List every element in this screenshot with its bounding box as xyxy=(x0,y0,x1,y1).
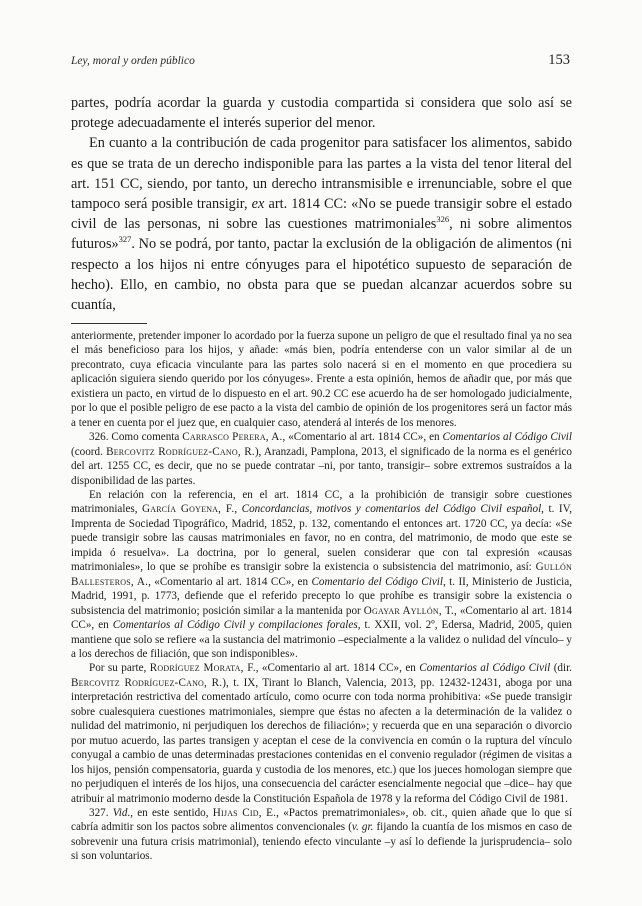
text-run: anteriormente, pretender imponer lo acordado por la fuerza supone un peligro de que el resultado final ya no sea el más beneficioso para los hijos, y añade: «más bien, podría entenderse con un valor similar al de un precontrato, cuya eficacia vinculante para las partes solo nacerá si en el momento en que procediera su aplicación siguiera siendo querido por los cónyuges». Frente a esta opinión, hemos de añadir que, por más que existiera un pacto, en virtud de lo dispuesto en el art. 90.2 CC ese acuerdo ha de ser homologado judicialmente, por lo que el posible peligro de ese pacto a la vista del cambio de opinión de los progenitores será un factor más a tener en cuenta por el juez que, en cualquier caso, atenderá al interés de los menores. xyxy=(71,330,572,429)
footnote-paragraph xyxy=(71,806,572,864)
text-run: Por su parte, xyxy=(89,662,150,675)
footnotes xyxy=(71,329,572,864)
text-run: , ni sobre alimentos futuros» xyxy=(71,216,572,253)
text-run: partes, podría acordar la guarda y custodia compartida si considera que solo así se protege adecuadamente el interés superior del menor. xyxy=(71,95,572,132)
author-name: Bercovitz Rodríguez-Cano, R. xyxy=(71,676,223,689)
text-run: En cuanto a la contribución de cada progenitor para satisfacer los alimentos, sabido es que se trata de un derecho indisponible para las partes a la vista del tenor literal del art. 151 CC, siendo, por tanto, un derecho intransmisible e irrenunciable, sobre el que tampoco será posible transigir, xyxy=(71,135,572,213)
italic-text: Vid xyxy=(112,806,128,819)
footnote-paragraph xyxy=(71,488,572,661)
text-run: (dir. xyxy=(550,662,572,675)
text-run: (coord. xyxy=(71,445,107,458)
author-name: Bercovitz Rodríguez-Cano, R. xyxy=(106,445,255,458)
main-text xyxy=(71,93,572,315)
text-run: , t. II, Ministerio de Justicia, Madrid, 1991, p. 1773, defiende que el referido precepto lo que prohíbe es transigir sobre la existencia o subsistencia del matrimonio; posición similar a la mantenida por xyxy=(71,575,572,617)
page-number: 153 xyxy=(548,52,570,68)
body-paragraph xyxy=(71,133,572,315)
footnote-separator xyxy=(71,323,147,324)
author-name: García Goyena, F. xyxy=(142,503,235,516)
text-run: ), Aranzadi, Pamplona, 2013, el significado de la norma es el genérico del art. 1255 CC, es decir, que no se puede contratar –ni, por tanto, transigir– sobre extremos sustraídos a la disponibilidad de las partes. xyxy=(71,445,572,487)
italic-text: Comentarios al Código Civil y compilaciones forales xyxy=(112,619,358,632)
text-run: , «Comentario al art. 1814 CC», en xyxy=(255,662,420,675)
text-run: ., en este sentido, xyxy=(127,806,213,819)
text-run: 326. Como comenta xyxy=(89,431,183,444)
footnote-paragraph xyxy=(71,661,572,806)
italic-text: Comentarios al Código Civil xyxy=(442,431,572,444)
page-header xyxy=(71,53,570,73)
footnote-paragraph xyxy=(71,430,572,488)
author-name: Hijas Cid, E. xyxy=(212,806,277,819)
text-run: , «Pactos prematrimoniales», ob. cit., quien añade que lo que sí cabría admitir son los pactos sobre alimentos convencionales ( xyxy=(71,806,573,834)
italic-text: v. gr. xyxy=(351,821,374,834)
italic-text: Comentario del Código Civil xyxy=(311,575,443,588)
footnote-paragraph xyxy=(71,329,572,430)
text-run: , «Comentario al art. 1814 CC», en xyxy=(148,575,312,588)
italic-text: ex xyxy=(251,196,265,213)
text-run: , «Comentario al art. 1814 CC», en xyxy=(71,604,572,632)
text-run: , t. XXII, vol. 2º, Edersa, Madrid, 2005, quien mantiene que solo se refiere «a la sustancia del matrimonio –especialmente a la validez o nulidad del vínculo– y a los derechos de filiación, que son indisponibles». xyxy=(71,619,572,660)
text-run: , xyxy=(234,503,242,516)
italic-text: Concordancias, motivos y comentarios del Código Civil español xyxy=(241,503,542,516)
author-name: Carrasco Perera, A. xyxy=(182,431,283,444)
text-run: 327. xyxy=(89,806,113,819)
footnote-reference: 327 xyxy=(118,234,132,245)
author-name: Rodríguez Morata, F. xyxy=(149,662,256,675)
text-run: art. 1814 CC: «No se puede transigir sobre el estado civil de las personas, ni sobre las cuestiones matrimoniales xyxy=(71,196,572,233)
text-run: . No se podrá, por tanto, pactar la exclusión de la obligación de alimentos (ni respecto a los hijos ni entre cónyuges para el hipotético supuesto de separación de hecho). Ello, en cambio, no obsta para que se puedan alcanzar acuerdos sobre su cuantía, xyxy=(71,236,572,314)
text-run: En relación con la referencia, en el art. 1814 CC, a la prohibición de transigir sobre cuestiones matrimoniales, xyxy=(71,488,572,516)
running-title: Ley, moral y orden público xyxy=(71,55,195,67)
italic-text: Comentarios al Código Civil xyxy=(419,662,551,675)
text-run: , «Comentario al art. 1814 CC», en xyxy=(282,431,443,444)
body-paragraph xyxy=(71,93,572,133)
text-run: , t. IV, Imprenta de Sociedad Tipográfico, Madrid, 1852, p. 132, comentando el entonces art. 1720 CC, ya decía: «Se puede transigir sobre las causas matrimoniales en favor, no en contra, del matrimonio, de modo que este se impida ó resuelva». La doctrina, por lo general, suelen considerar que con tal expresión «causas matrimoniales», lo que se prohíbe es transigir sobre la existencia o subsistencia del matrimonio, así: xyxy=(71,503,572,574)
footnote-reference: 326 xyxy=(436,214,450,225)
author-name: Gullón Ballesteros, A. xyxy=(71,561,572,588)
text-run: ), t. IX, Tirant lo Blanch, Valencia, 2013, pp. 12432-12431, aboga por una interpretación restrictiva del comentado artículo, como ocurre con toda norma prohibitiva: «Se puede transigir sobre cualesquiera cuestiones matrimoniales, siempre que éstas no afecten a la determinación de la validez o nulidad del matrimonio, ni perjudiquen los derechos de filiación»; y recuerda que en una separación o divorcio por mutuo acuerdo, las partes transigen y aceptan el cese de la convivencia en común o la ruptura del vínculo conyugal a cambio de unas determinadas prestaciones contenidas en el convenio regulador (régimen de visitas a los hijos, pensión compensatoria, guarda y custodia de los menores, etc.) que los jueces homologan siempre que no perjudiquen el interés de los hijos, una consecuencia del carácter esencialmente negocial que –dice– hay que atribuir al matrimonio moderno desde la Constitución Española de 1978 y la reforma del Código Civil de 1981. xyxy=(71,676,572,805)
text-run: fijando la cuantía de los mismos en caso de sobrevenir una futura crisis matrimonial), teniendo efecto vinculante –y así lo defiende la jurisprudencia– solo si son voluntarios. xyxy=(71,821,572,863)
author-name: Ogayar Ayllón, T. xyxy=(363,604,455,617)
